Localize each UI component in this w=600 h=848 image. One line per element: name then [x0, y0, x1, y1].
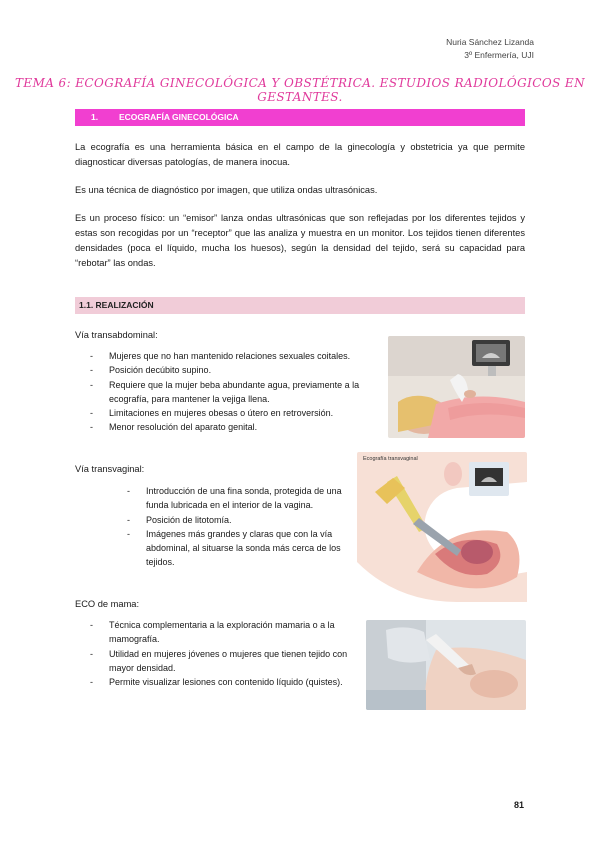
list-item: - Limitaciones en mujeres obesas o útero en retroversión.	[90, 408, 334, 419]
section-label: ECOGRAFÍA GINECOLÓGICA	[119, 112, 239, 122]
transvaginal-list	[127, 484, 349, 570]
list-item: - Imágenes más grandes y claras que con la vía abdominal, al situarse la sonda más cerca de los tejidos.	[127, 528, 341, 568]
page-header	[446, 36, 534, 62]
transabdominal-heading: Vía transabdominal:	[75, 330, 158, 340]
transabdominal-photo	[388, 336, 525, 438]
mama-list	[90, 618, 356, 689]
page-number: 81	[513, 800, 524, 810]
list-item: - Mujeres que no han mantenido relaciones sexuales coitales.	[90, 351, 351, 361]
list-item: - Permite visualizar lesiones con contenido líquido (quistes).	[90, 677, 343, 688]
subsection-heading: 1.1. REALIZACIÓN	[75, 297, 525, 314]
paragraph: Es una técnica de diagnóstico por imagen, que utiliza ondas ultrasónicas.	[75, 185, 378, 195]
list-item: - Utilidad en mujeres jóvenes o mujeres que tienen tejido con mayor densidad.	[90, 648, 348, 673]
paragraph: La ecografía es una herramienta básica en el campo de la ginecología y obstetricia ya que permite diagnosticar diversas patologías, de manera inocua.	[75, 142, 525, 167]
list-item: - Introducción de una fina sonda, protegida de una funda lubricada en el interior de la vagina.	[127, 486, 342, 511]
figure-label: Ecografía transvaginal	[363, 456, 418, 462]
transvaginal-illustration	[357, 452, 527, 607]
section-heading	[75, 109, 525, 126]
breast-ultrasound-photo	[366, 620, 526, 710]
list-item: - Técnica complementaria a la exploración mamaria o a la mamografía.	[90, 620, 335, 645]
section-number: 1.	[91, 112, 99, 122]
mama-heading: ECO de mama:	[75, 599, 140, 609]
list-item: - Posición de litotomía.	[127, 514, 232, 525]
list-item: - Requiere que la mujer beba abundante agua, previamente a la ecografía, para mantener la vejiga llena.	[90, 379, 360, 404]
list-item: - Posición decúbito supino.	[90, 365, 212, 376]
transvaginal-heading: Vía transvaginal:	[75, 464, 145, 474]
author-name: Nuria Sánchez Lizanda	[446, 37, 534, 47]
transabdominal-list	[90, 349, 379, 435]
course-name: 3º Enfermería, UJI	[464, 50, 534, 60]
page-title: TEMA 6: ECOGRAFÍA GINECOLÓGICA Y OBSTÉTRICA. ESTUDIOS RADIOLÓGICOS EN GESTANTES.	[15, 76, 585, 104]
list-item: - Menor resolución del aparato genital.	[90, 422, 258, 433]
paragraph: Es un proceso físico: un “emisor” lanza ondas ultrasónicas que son reflejadas por los diferentes tejidos y estas son recogidas por un “receptor” que las analiza y muestra en un monitor. Los tejidos tienen diferentes densidades (poca el líquido, mucha los huesos), según la densidad del tejido, será su capacidad para “rebotar” las ondas.	[75, 213, 525, 268]
